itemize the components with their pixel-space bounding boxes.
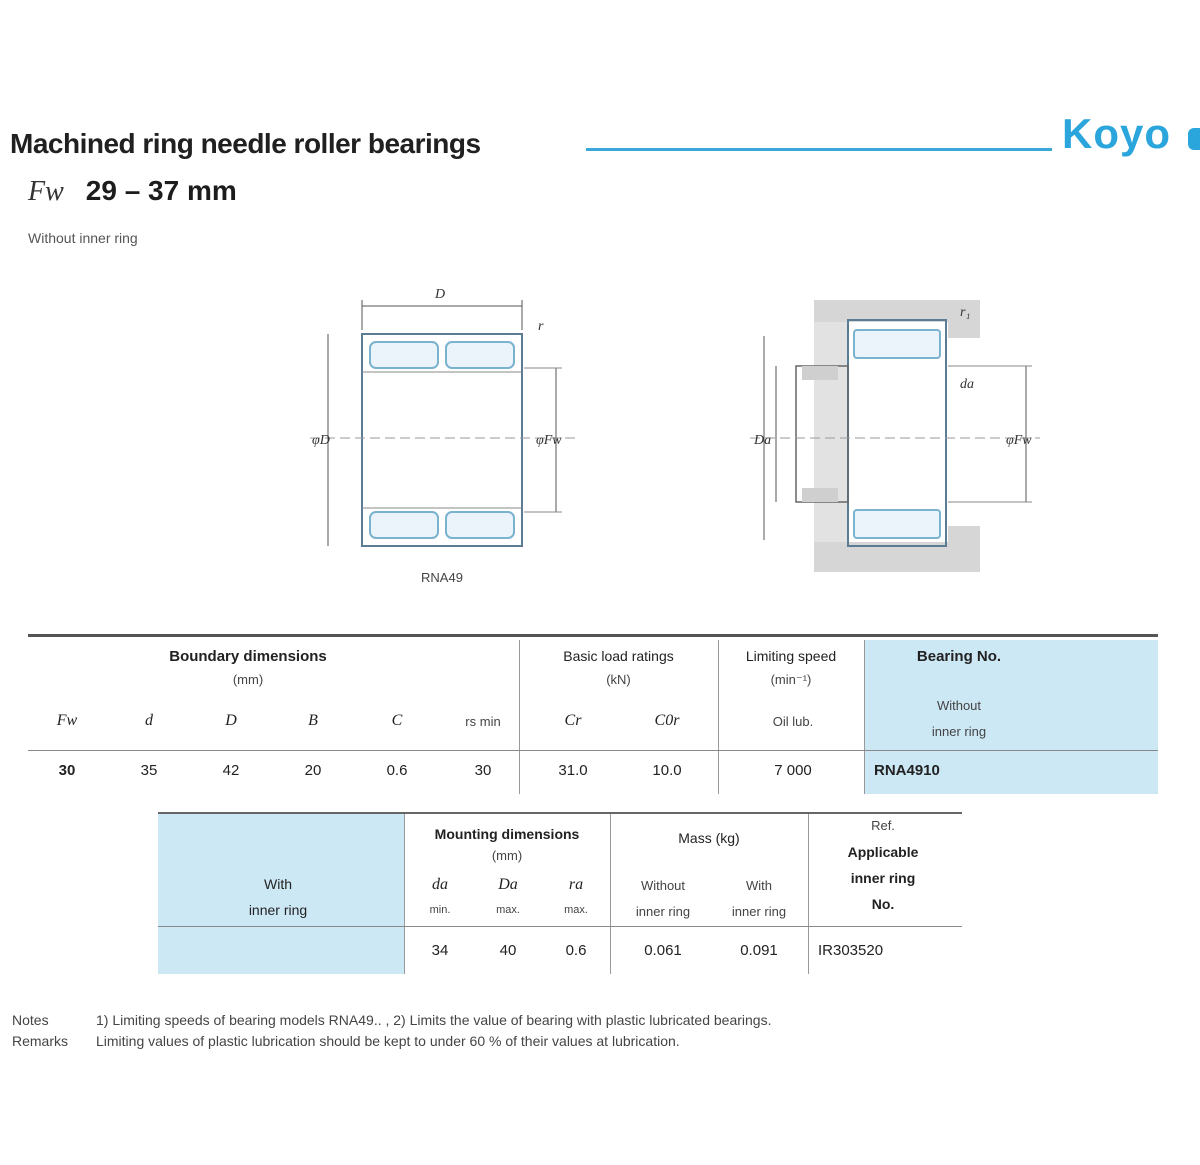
col-head-oil-lub: Oil lub. <box>772 714 814 729</box>
label-D: D <box>434 287 446 302</box>
cell-d: 35 <box>140 762 158 779</box>
col-head-C: C <box>391 712 403 729</box>
col-sub-mass1: inner ring <box>635 904 691 919</box>
brand-accent <box>1188 128 1200 150</box>
note-text: 1) Limiting speeds of bearing models RNA49.. , 2) Limits the value of bearing with plastic lubricated bearings. <box>96 1012 772 1028</box>
group-mounting: Mounting dimensions <box>434 826 580 842</box>
cell-rs: 30 <box>474 762 492 779</box>
col-sub-da: min. <box>429 904 451 916</box>
col-head-fw: Fw <box>56 712 78 729</box>
label-Da: Da <box>754 433 772 448</box>
header-note: Without inner ring <box>28 230 138 246</box>
group-mounting-unit: (mm) <box>491 848 523 863</box>
with-inner-ring-shade <box>158 812 404 974</box>
cell-fw: 30 <box>58 762 76 779</box>
note-label: Notes <box>12 1012 49 1028</box>
cell-Da: 40 <box>499 942 517 959</box>
bearing-diagram-svg <box>280 270 1080 590</box>
note-row <box>12 1010 1192 1031</box>
group-bearing-number: Bearing No. <box>916 648 1002 665</box>
col-sub-ra: max. <box>564 904 588 916</box>
group-mass: Mass (kg) <box>678 830 740 846</box>
col-head-mass2: With <box>746 878 772 893</box>
label-phi-Fw-right: φFw <box>1006 433 1032 448</box>
group-speed-unit: (min⁻¹) <box>770 672 812 687</box>
remark-label: Remarks <box>12 1033 69 1049</box>
subtable-top-rule <box>158 812 962 814</box>
with-inner-ring-label1: With <box>264 876 292 892</box>
size-range <box>28 175 237 208</box>
label-phi-D: φD <box>312 433 330 448</box>
table-top-rule <box>28 634 1158 637</box>
with-inner-ring-label2: inner ring <box>248 902 308 918</box>
col-head-Da: Da <box>498 876 518 893</box>
cell-D: 42 <box>222 762 240 779</box>
cell-speed: 7 000 <box>774 762 812 779</box>
col-head-d: d <box>145 712 153 729</box>
subheader-bottom-rule <box>158 926 962 927</box>
cell-bearing-number: RNA4910 <box>874 762 940 779</box>
group-load: Basic load ratings <box>563 648 674 664</box>
footnotes <box>12 1010 1192 1052</box>
group-ref1: Ref. <box>871 818 895 833</box>
group-ref3: inner ring <box>850 870 916 886</box>
col-head-rs: rs min <box>465 714 501 729</box>
bearing-number-sub1: Without <box>936 698 982 713</box>
cell-C: 0.6 <box>386 762 408 779</box>
fw-symbol: Fw <box>28 176 64 207</box>
col-sub-mass2: inner ring <box>731 904 787 919</box>
cell-da: 34 <box>431 942 449 959</box>
group-ref2: Applicable <box>847 844 919 860</box>
group-dimensions: Boundary dimensions <box>169 648 327 665</box>
mounting-table <box>158 812 962 974</box>
header-bottom-rule <box>28 750 1158 751</box>
cell-ref: IR303520 <box>818 942 884 959</box>
title-rule <box>586 148 1052 151</box>
brand-logo: Koyo <box>1062 110 1171 157</box>
page-title: Machined ring needle roller bearings <box>10 128 481 159</box>
col-head-cr: Cr <box>564 712 582 729</box>
label-phi-Fw: φFw <box>536 433 562 448</box>
bearing-diagrams <box>280 270 1080 590</box>
col-head-c0r: C0r <box>654 712 680 729</box>
cell-mass1: 0.061 <box>644 942 682 959</box>
col-sub-Da: max. <box>496 904 520 916</box>
cell-c0r: 10.0 <box>652 762 682 779</box>
bearing-number-sub2: inner ring <box>931 724 987 739</box>
col-head-ra: ra <box>568 876 584 893</box>
label-da: da <box>960 377 974 392</box>
left-bearing-drawing <box>310 300 580 546</box>
remark-row <box>12 1031 1192 1052</box>
label-r: r <box>538 319 544 334</box>
remark-text: Limiting values of plastic lubrication should be kept to under 60 % of their values at lubrication. <box>96 1033 680 1049</box>
range-value: 29 – 37 mm <box>85 175 237 206</box>
col-head-da: da <box>432 876 448 893</box>
cell-ra: 0.6 <box>565 942 587 959</box>
label-r1: r₁ <box>960 305 971 320</box>
group-speed: Limiting speed <box>745 648 837 664</box>
cell-B: 20 <box>304 762 322 779</box>
right-mounting-drawing <box>750 300 1040 572</box>
group-load-unit: (kN) <box>606 672 631 687</box>
group-dimensions-unit: (mm) <box>232 672 264 687</box>
cell-cr: 31.0 <box>558 762 588 779</box>
col-head-mass1: Without <box>640 878 686 893</box>
col-divider <box>808 814 809 974</box>
cell-mass2: 0.091 <box>740 942 778 959</box>
main-dimension-table <box>28 634 1158 794</box>
col-head-B: B <box>308 712 318 729</box>
group-ref4: No. <box>871 896 895 912</box>
col-head-D: D <box>225 712 237 729</box>
diagram-caption: RNA49 <box>421 570 463 585</box>
